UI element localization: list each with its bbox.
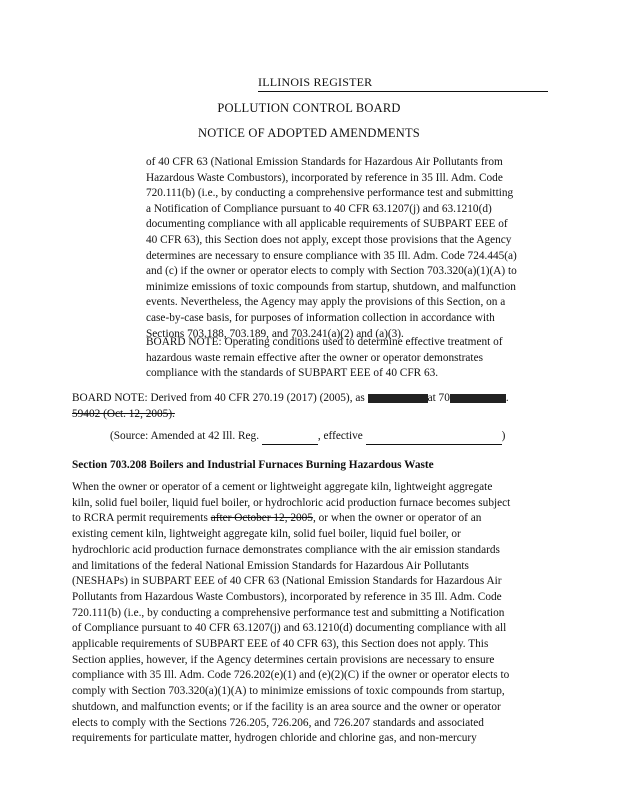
text-line: Pollutants from Hazardous Waste Combustors), incorporated by reference in 35 Ill. Adm. Code (72, 590, 502, 603)
date-blank (262, 433, 318, 445)
source-middle: , effective (317, 430, 366, 442)
text-line: comply with Section 703.320(a)(1)(A) to minimize emissions of toxic compounds from startup, (72, 685, 505, 698)
text-line: Section applies, however, if the Agency determines certain provisions are necessary to ensure (72, 653, 495, 666)
text-line: compliance with 35 Ill. Adm. Code 726.202(e)(1) and (e)(2)(C) if the owner or operator elects to (72, 669, 510, 682)
text-line: hazardous waste remain effective after the owner or operator demonstrates (146, 351, 483, 364)
text-line: of 40 CFR 63 (National Emission Standards for Hazardous Air Pollutants from (146, 156, 503, 168)
redaction-mark (450, 394, 506, 403)
text-line: shutdown, and malfunction events; or if the facility is an area source and the owner or operator (72, 700, 501, 713)
text-line: Sections 703.188, 703.189, and 703.241(a)(2) and (a)(3). (146, 327, 404, 340)
text-line (72, 391, 548, 407)
notice-title: NOTICE OF ADOPTED AMENDMENTS (198, 126, 420, 140)
redaction-mark (368, 394, 428, 403)
text-line: 720.111(b) (i.e., by conducting a comprehensive performance test and submitting a Notification (72, 606, 505, 619)
board-note-operating (146, 335, 546, 382)
text-line: compliance with the standards of SUBPART EEE of 40 CFR 63. (146, 367, 439, 380)
source-line (110, 429, 505, 445)
derived-fr-text: at 70 (427, 392, 450, 404)
text-line: BOARD NOTE: Operating conditions used to determine effective treatment of (146, 336, 503, 348)
text-line: and (c) if the owner or operator elects to comply with Section 703.320(a)(1)(A) to (146, 265, 517, 278)
text-line: kiln, solid fuel boiler, liquid fuel boiler, or hydrochloric acid production furnace becomes subject (72, 496, 511, 509)
effective-blank (366, 433, 502, 445)
text-line: and limitations of the federal National Emission Standards for Hazardous Air Pollutants (72, 559, 469, 572)
struck-date: after October 12, 2005 (210, 512, 313, 525)
text-line: 40 CFR 63), this Section does not apply, except those provisions that the Agency (146, 233, 512, 246)
text-fragment: to RCRA permit requirements (72, 512, 211, 525)
text-line: documenting compliance with all applicable requirements of SUBPART EEE of (146, 218, 508, 231)
text-line: determines are necessary to ensure compliance with 35 Ill. Adm. Code 724.445(a) (146, 249, 517, 262)
text-line: of Compliance pursuant to 40 CFR 63.1207(j) and 63.1210(d) documenting compliance with all (72, 622, 507, 635)
text-line: 720.111(b) (i.e., by conducting a comprehensive performance test and submitting (146, 187, 514, 200)
source-suffix: ) (501, 430, 506, 442)
text-line: elects to comply with the Sections 726.205, 726.206, and 726.207 standards and associated (72, 716, 484, 729)
text-line: applicable requirements of SUBPART EEE of 40 CFR 63), this Section does not apply. This (72, 638, 489, 651)
text-line: requirements for particulate matter, hydrogen chloride and chlorine gas, and non-mercury (72, 732, 477, 745)
board-title: POLLUTION CONTROL BOARD (217, 101, 401, 115)
text-line: hydrochloric acid production furnace demonstrates compliance with the air emission standards (72, 543, 500, 556)
text-line: a Notification of Compliance pursuant to 40 CFR 63.1207(j) and 63.1210(d) (146, 202, 492, 215)
text-line (72, 511, 548, 527)
text-fragment: , or when the owner or operator of an (312, 512, 482, 525)
text-line: case-by-case basis, for purposes of information collection in accordance with (146, 311, 495, 324)
board-note-derived (72, 391, 548, 422)
text-line: When the owner or operator of a cement or lightweight aggregate kiln, lightweight aggregate (72, 481, 493, 493)
source-prefix: (Source: Amended at 42 Ill. Reg. (110, 430, 262, 442)
text-line: events. Nevertheless, the Agency may apply the provisions of this Section, on a (146, 296, 506, 309)
struck-citation: 59402 (Oct. 12, 2005). (72, 407, 175, 420)
register-header (258, 75, 548, 92)
section-body (72, 480, 548, 747)
text-line: (NESHAPs) in SUBPART EEE of 40 CFR 63 (National Emission Standards for Hazardous Air (72, 575, 502, 588)
text-line: Hazardous Waste Combustors), incorporated by reference in 35 Ill. Adm. Code (146, 171, 503, 184)
register-title: ILLINOIS REGISTER (258, 75, 373, 89)
paragraph-continued (146, 155, 546, 342)
derived-text: BOARD NOTE: Derived from 40 CFR 270.19 (2017) (2005), as (72, 392, 368, 404)
text-line: existing cement kiln, lightweight aggregate kiln, solid fuel boiler, liquid fuel boiler, or (72, 528, 461, 541)
derived-period: . (505, 392, 509, 404)
section-title: Section 703.208 Boilers and Industrial Furnaces Burning Hazardous Waste (72, 459, 434, 471)
text-line: minimize emissions of toxic compounds from startup, shutdown, and malfunction (146, 280, 516, 293)
